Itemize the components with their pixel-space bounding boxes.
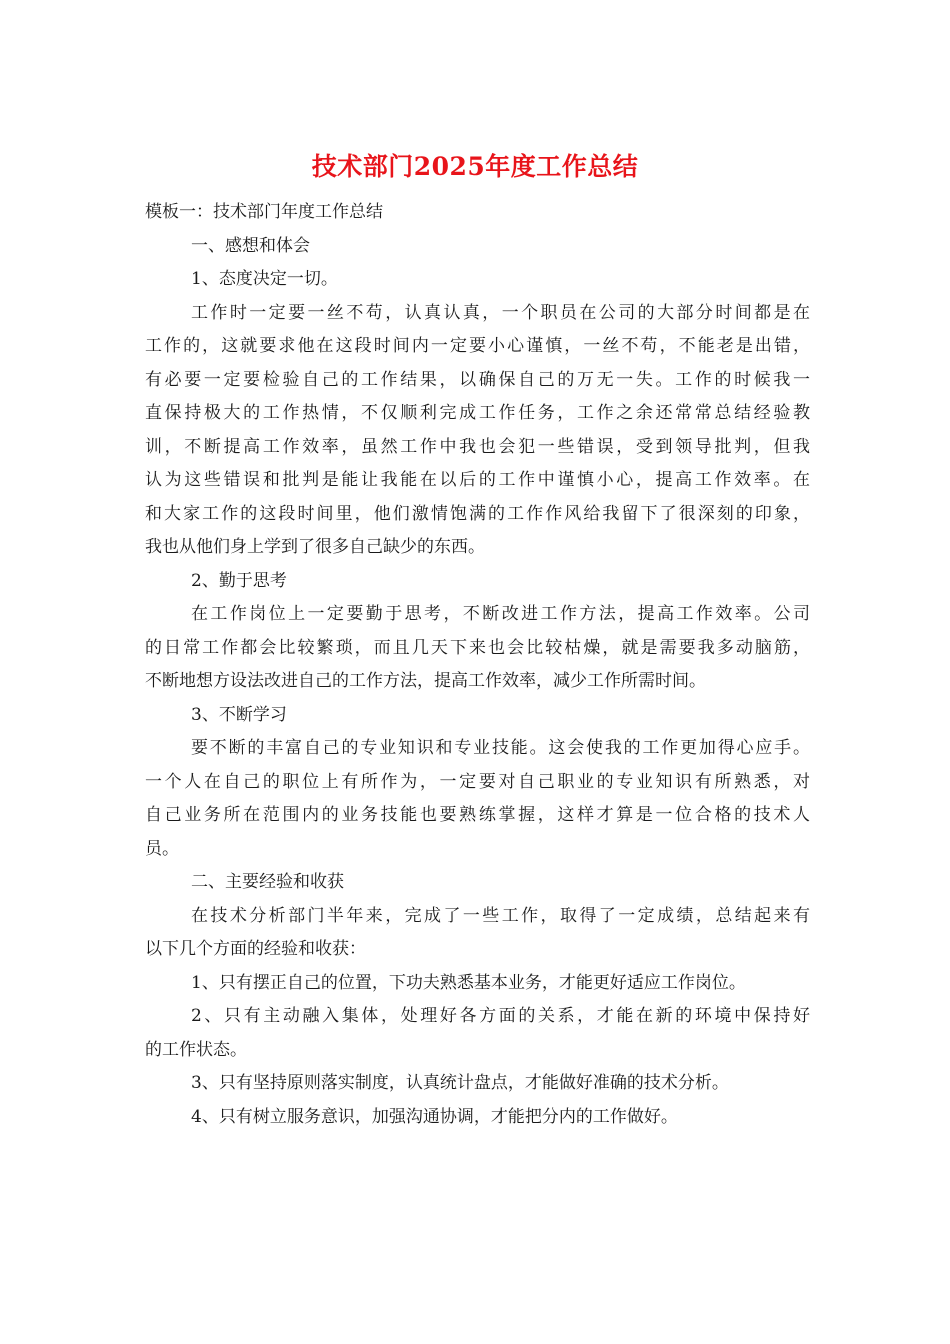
body-line: 的工作状态。 xyxy=(145,1039,247,1060)
body-line: 模板一：技术部门年度工作总结 xyxy=(145,202,383,222)
body-line: 要不断的丰富自己的专业知识和专业技能。这会使我的工作更加得心应手。 xyxy=(191,738,810,758)
body-line: 1、态度决定一切。 xyxy=(191,269,338,289)
body-line: 认为这些错误和批判是能让我能在以后的工作中谨慎小心，提高工作效率。在 xyxy=(145,470,810,490)
body-line: 的日常工作都会比较繁琐，而且几天下来也会比较枯燥，就是需要我多动脑筋， xyxy=(145,637,810,658)
body-line: 自己业务所在范围内的业务技能也要熟练掌握，这样才算是一位合格的技术人 xyxy=(145,805,810,825)
body-line: 和大家工作的这段时间里，他们激情饱满的工作作风给我留下了很深刻的印象， xyxy=(145,503,810,524)
body-line: 3、只有坚持原则落实制度，认真统计盘点，才能做好准确的技术分析。 xyxy=(191,1073,729,1093)
body-line: 1、只有摆正自己的位置，下功夫熟悉基本业务，才能更好适应工作岗位。 xyxy=(191,972,746,993)
body-line: 4、只有树立服务意识，加强沟通协调，才能把分内的工作做好。 xyxy=(191,1106,678,1127)
body-line: 工作的，这就要求他在这段时间内一定要小心谨慎，一丝不苟，不能老是出错， xyxy=(145,336,810,356)
body-line: 一、感想和体会 xyxy=(191,235,310,256)
body-line: 在工作岗位上一定要勤于思考，不断改进工作方法，提高工作效率。公司 xyxy=(191,604,810,624)
body-line: 我也从他们身上学到了很多自己缺少的东西。 xyxy=(145,537,485,557)
body-line: 2、勤于思考 xyxy=(191,570,287,591)
document-body xyxy=(145,196,810,1134)
body-line: 2、只有主动融入集体，处理好各方面的关系，才能在新的环境中保持好 xyxy=(191,1006,810,1026)
document-title: 技术部门2025年度工作总结 xyxy=(311,152,639,181)
body-line: 一个人在自己的职位上有所作为，一定要对自己职业的专业知识有所熟悉，对 xyxy=(145,771,810,792)
body-line: 在技术分析部门半年来，完成了一些工作，取得了一定成绩，总结起来有 xyxy=(191,905,810,926)
body-line: 3、不断学习 xyxy=(191,704,287,725)
body-line: 以下几个方面的经验和收获： xyxy=(145,939,366,959)
body-line: 二、主要经验和收获 xyxy=(191,872,344,892)
body-line: 训，不断提高工作效率，虽然工作中我也会犯一些错误，受到领导批判，但我 xyxy=(145,436,810,457)
body-line: 工作时一定要一丝不苟，认真认真，一个职员在公司的大部分时间都是在 xyxy=(191,302,810,323)
body-line: 不断地想方设法改进自己的工作方法，提高工作效率，减少工作所需时间。 xyxy=(145,671,706,691)
body-line: 直保持极大的工作热情，不仅顺利完成工作任务，工作之余还常常总结经验教 xyxy=(145,403,810,423)
body-line: 员。 xyxy=(145,838,179,859)
body-line: 有必要一定要检验自己的工作结果，以确保自己的万无一失。工作的时候我一 xyxy=(145,369,810,390)
